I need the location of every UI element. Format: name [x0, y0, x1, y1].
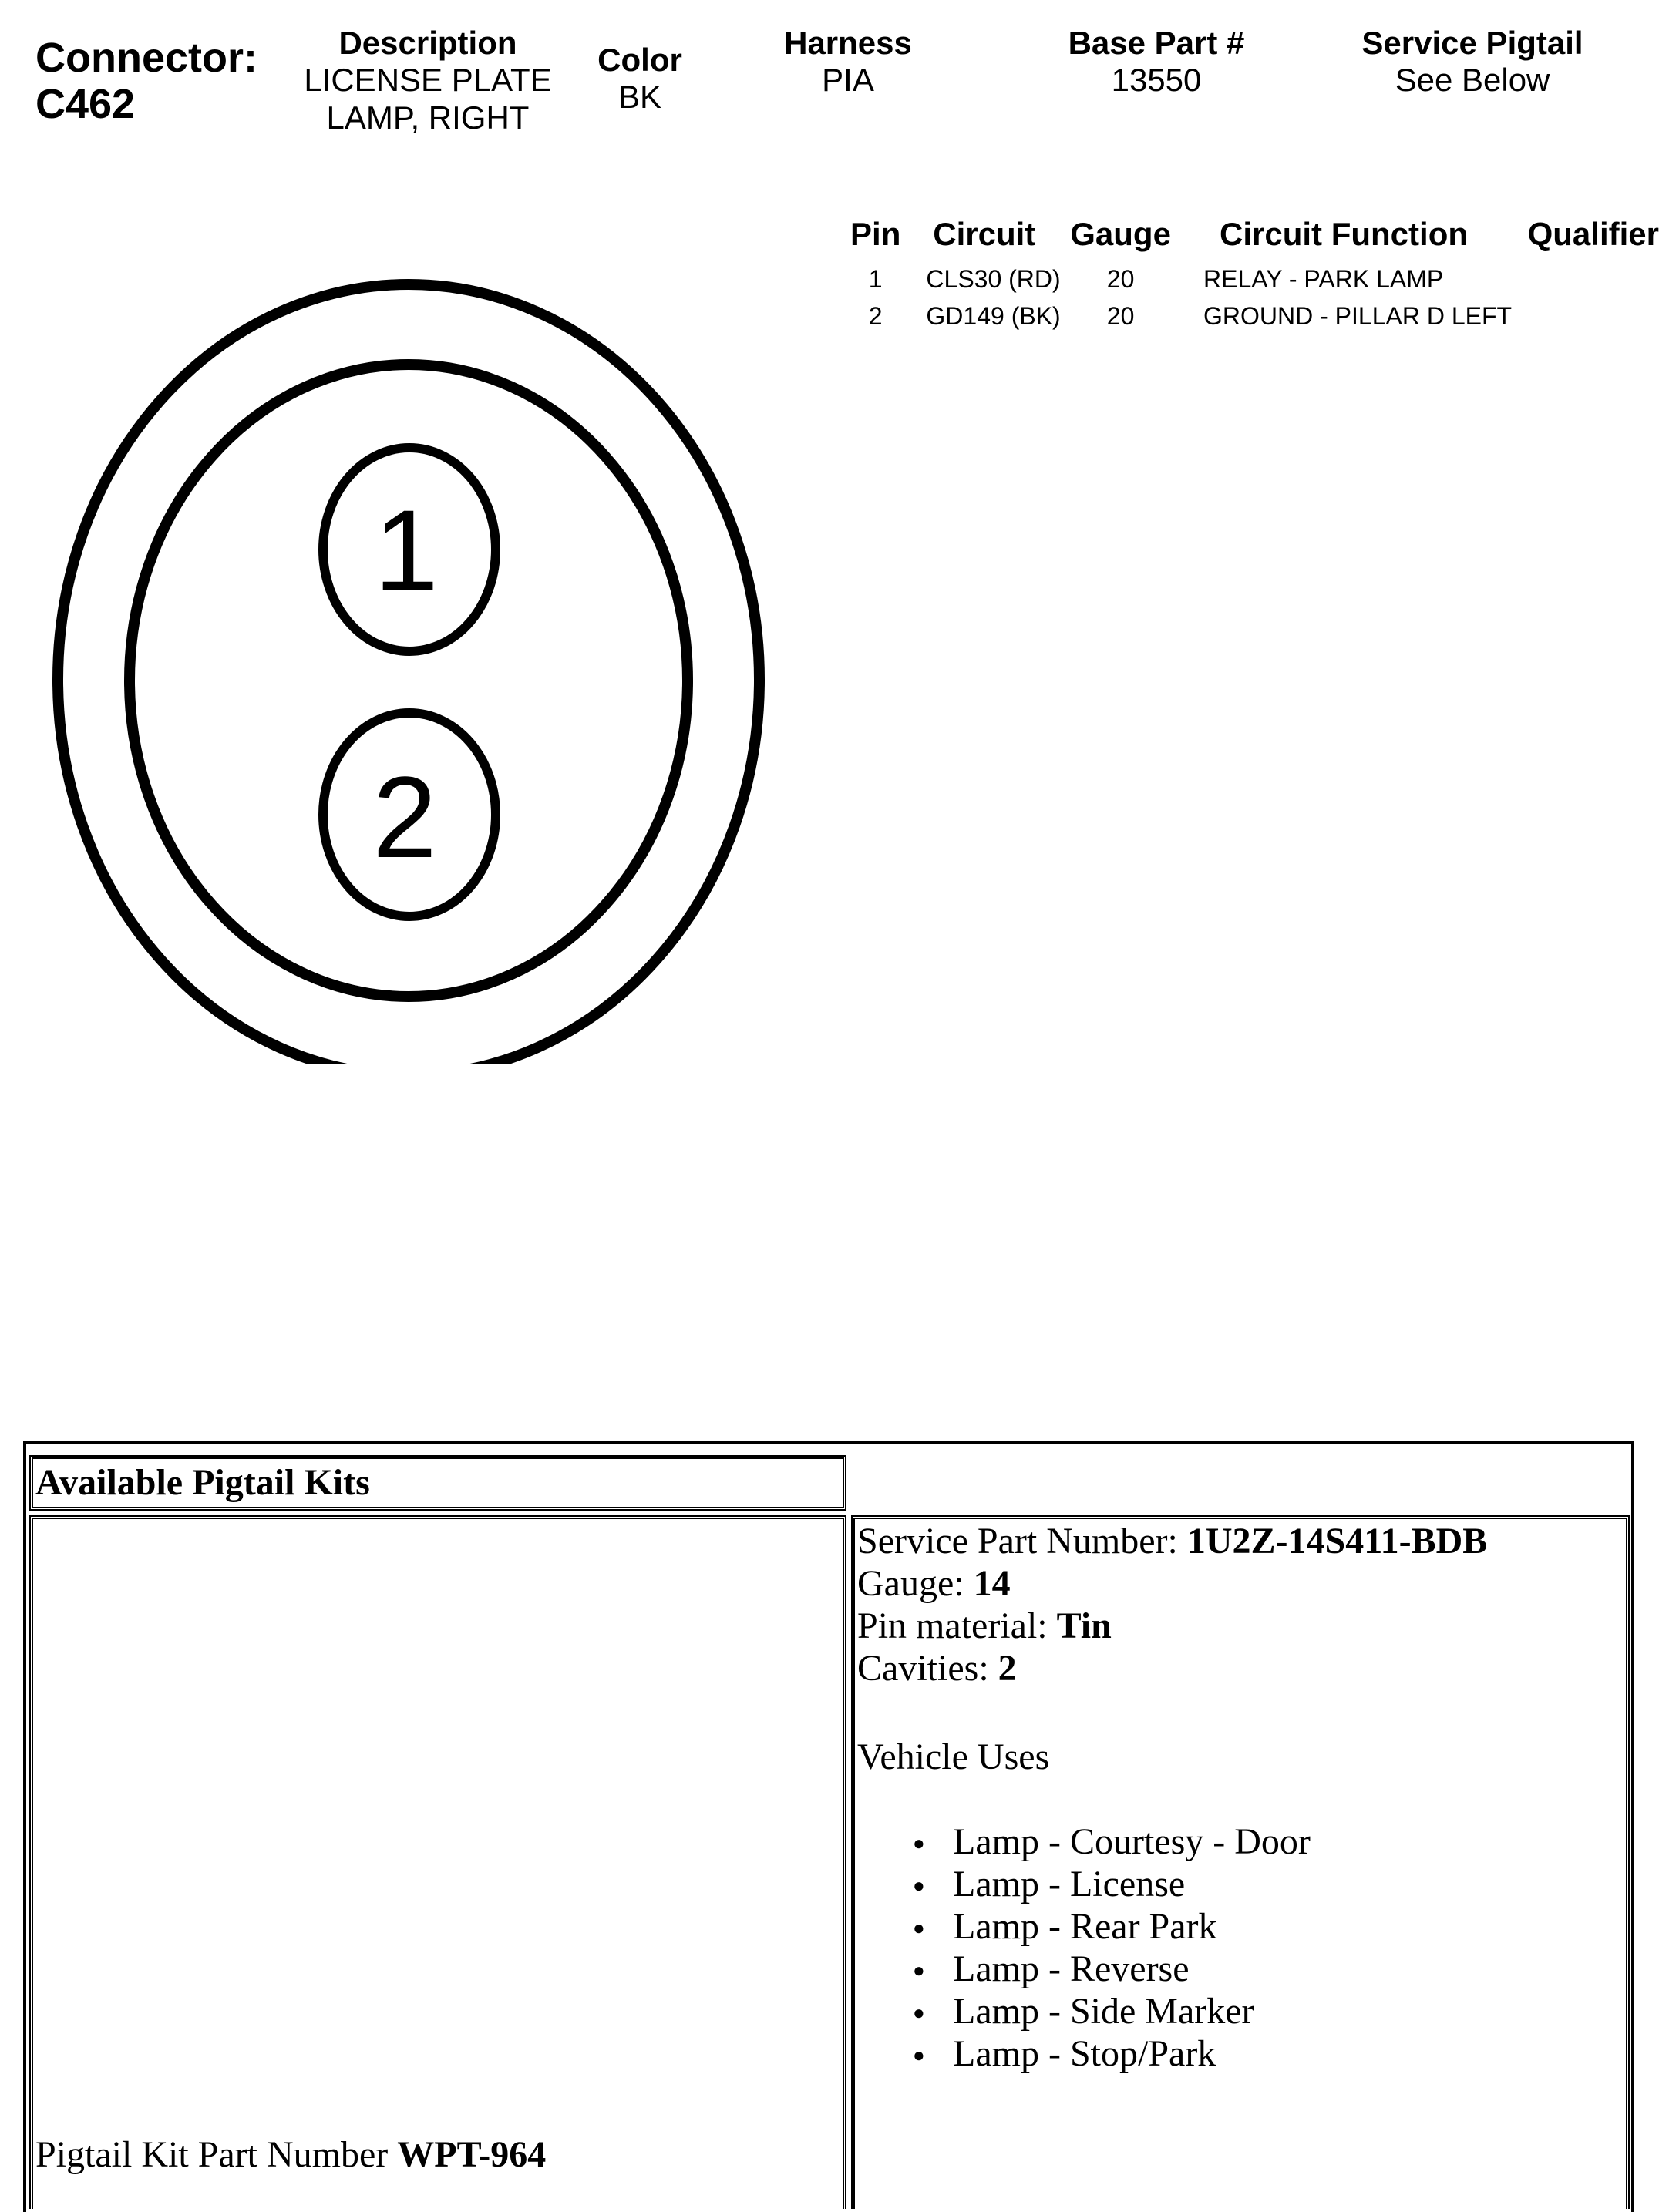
harness-value: PIA	[822, 62, 874, 99]
list-item: ● Lamp - Stop/Park	[857, 2032, 1311, 2075]
service-part-number-value: 1U2Z-14S411-BDB	[1186, 1521, 1488, 1562]
cavities	[857, 1647, 1487, 1689]
color-heading: Color	[597, 42, 682, 78]
pin-material-value: Tin	[1056, 1605, 1112, 1646]
pigtail-kit-part-number	[35, 2133, 546, 2176]
pigtail-gauge	[857, 1562, 1487, 1605]
pin-material	[857, 1605, 1487, 1647]
list-item: ● Lamp - Reverse	[857, 1948, 1311, 1990]
cell-gauge: 20	[1106, 301, 1135, 330]
base-part-column	[1033, 25, 1280, 99]
base-part-value: 13550	[1111, 62, 1202, 99]
harness-column	[732, 25, 964, 99]
pin-label-1: 1	[374, 486, 439, 615]
pin-table	[848, 216, 1659, 334]
cell-pin: 2	[868, 301, 883, 330]
table-row	[848, 298, 1659, 334]
service-pigtail-heading: Service Pigtail	[1361, 25, 1583, 61]
col-qualifier: Qualifier	[1527, 216, 1659, 252]
kit-part-number-value: WPT-964	[397, 2134, 547, 2175]
cell-circuit: CLS30 (RD)	[926, 264, 1061, 293]
col-gauge: Gauge	[1070, 216, 1171, 252]
description-column	[285, 25, 570, 136]
description-line-1: LICENSE PLATE	[304, 62, 552, 99]
pin-table-header	[848, 216, 1659, 261]
pigtail-kits-title: Available Pigtail Kits	[35, 1462, 370, 1503]
kit-part-number-label: Pigtail Kit Part Number	[35, 2134, 398, 2175]
col-pin: Pin	[850, 216, 901, 252]
cell-pin: 1	[868, 264, 883, 293]
description-line-2: LAMP, RIGHT	[326, 99, 530, 136]
cell-function: GROUND - PILLAR D LEFT	[1203, 301, 1513, 330]
connector-id: C462	[35, 81, 136, 127]
harness-heading: Harness	[784, 25, 912, 61]
service-pigtail-value: See Below	[1395, 62, 1550, 99]
service-part-number	[857, 1520, 1487, 1562]
table-row	[848, 261, 1659, 298]
cell-function: RELAY - PARK LAMP	[1203, 264, 1444, 293]
pin-material-label: Pin material:	[857, 1605, 1057, 1646]
connector-inner-shell	[130, 365, 688, 997]
connector-face-diagram	[0, 262, 771, 1064]
color-value: BK	[617, 79, 662, 116]
cell-qualifier	[1512, 298, 1659, 334]
cell-qualifier	[1512, 261, 1659, 298]
cavities-label: Cavities:	[857, 1648, 998, 1689]
service-part-number-label: Service Part Number:	[857, 1521, 1187, 1562]
list-item: ● Lamp - Rear Park	[857, 1905, 1311, 1948]
color-column	[570, 42, 709, 116]
pigtail-gauge-value: 14	[973, 1563, 1011, 1604]
service-pigtail-column	[1326, 25, 1619, 99]
cell-gauge: 20	[1106, 264, 1135, 293]
col-circuit-function: Circuit Function	[1220, 216, 1469, 252]
vehicle-uses-title: Vehicle Uses	[857, 1736, 1050, 1777]
col-circuit: Circuit	[933, 216, 1036, 252]
list-item: ● Lamp - License	[857, 1863, 1311, 1905]
vehicle-uses-list	[857, 1820, 1311, 2075]
pigtail-details	[857, 1520, 1487, 1689]
pigtail-gauge-label: Gauge:	[857, 1563, 974, 1604]
cell-circuit: GD149 (BK)	[926, 301, 1061, 330]
list-item: ● Lamp - Courtesy - Door	[857, 1820, 1311, 1863]
connector-label: Connector:	[35, 35, 257, 81]
cavities-value: 2	[998, 1648, 1017, 1689]
description-heading: Description	[338, 25, 517, 61]
connector-outer-shell	[58, 284, 759, 1064]
pin-label-2: 2	[372, 752, 437, 882]
list-item: ● Lamp - Side Marker	[857, 1990, 1311, 2032]
pigtail-image-cell	[29, 1515, 846, 2209]
base-part-heading: Base Part #	[1068, 25, 1245, 61]
